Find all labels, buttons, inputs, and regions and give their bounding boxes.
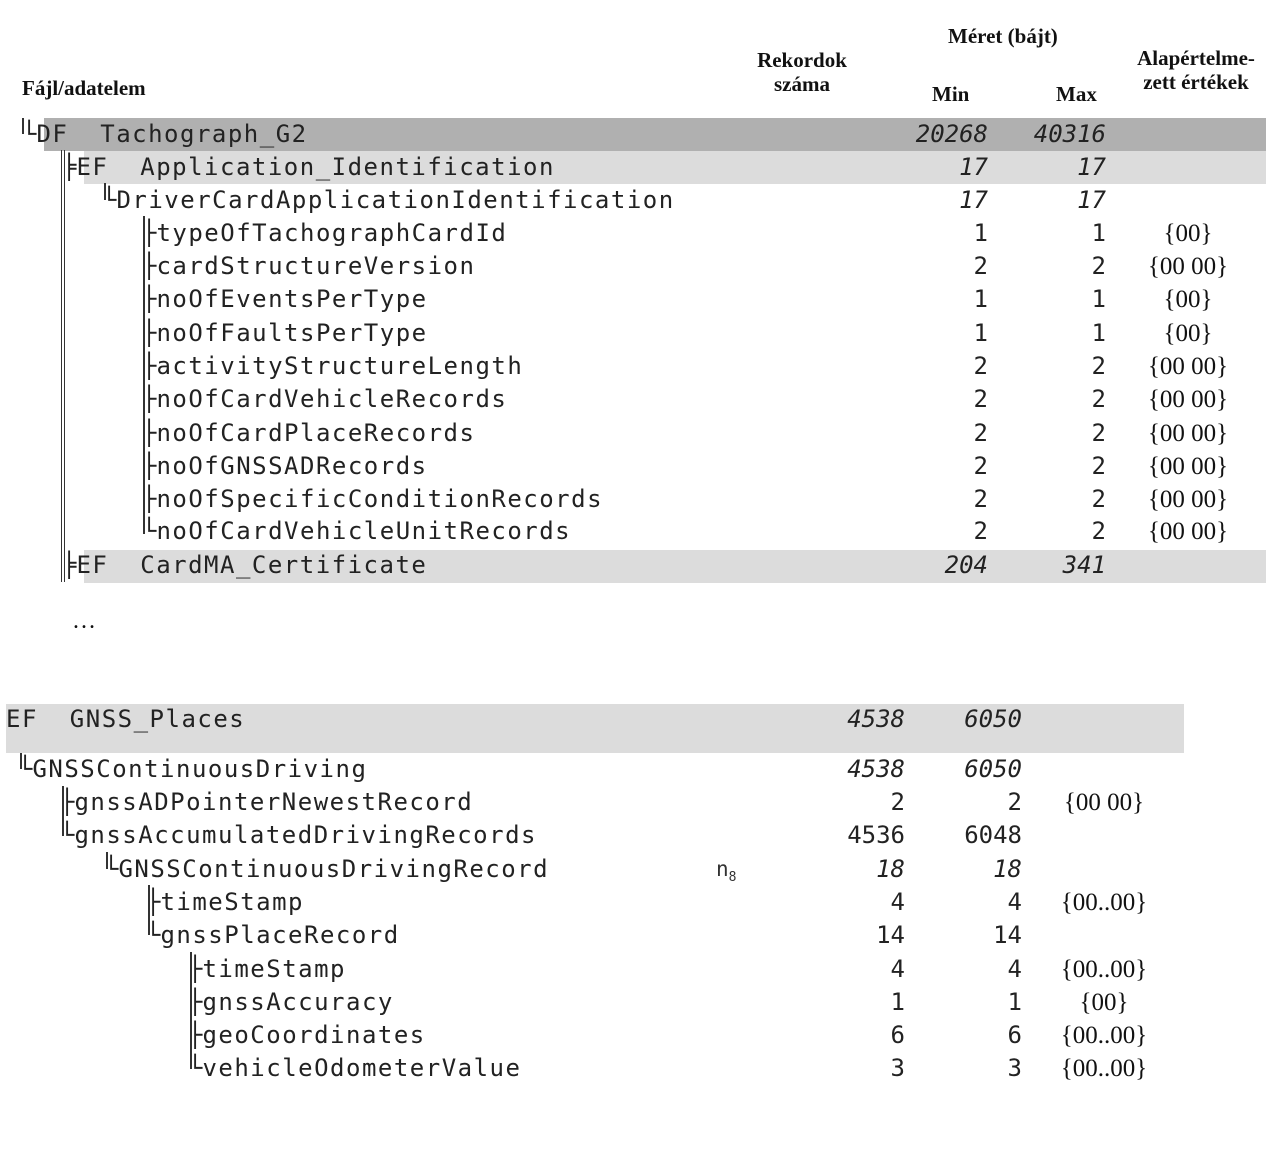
size-max: 6050 [964, 705, 1022, 733]
tree-connector: ├ [188, 955, 203, 983]
size-min: 17 [959, 153, 988, 181]
element-name-text: noOfCardVehicleUnitRecords [156, 517, 572, 545]
tree-connector: ├ [146, 888, 161, 916]
default-value: {00 00} [1147, 253, 1229, 280]
element-name [60, 786, 473, 819]
tree-connector: ├ [142, 252, 157, 280]
element-name [142, 250, 475, 283]
element-name-text: vehicleOdometerValue [202, 1054, 522, 1082]
size-min: 3 [890, 1054, 905, 1082]
element-name-text: timeStamp [160, 888, 304, 916]
table-row [0, 549, 1287, 582]
element-name-text: gnssPlaceRecord [160, 921, 400, 949]
table-row [0, 753, 1287, 786]
ellipsis: … [72, 608, 96, 634]
column-header-records [752, 48, 852, 96]
size-min: 14 [876, 921, 905, 949]
tree-connector: ╞ [62, 551, 77, 579]
column-header-min: Min [932, 82, 970, 106]
element-name-text: typeOfTachographCardId [156, 219, 508, 247]
table-row [0, 317, 1287, 350]
size-max: 40316 [1033, 120, 1106, 148]
tree-connector: └ [142, 517, 157, 545]
size-max: 2 [1007, 788, 1022, 816]
size-max: 1 [1007, 988, 1022, 1016]
tree-connector: └ [146, 921, 161, 949]
size-max: 6050 [964, 755, 1022, 783]
default-value: {00 00} [1063, 789, 1145, 816]
default-value: {00 00} [1147, 386, 1229, 413]
element-name-text: EF Application_Identification [76, 153, 555, 181]
column-header-max: Max [1056, 82, 1097, 106]
defaults-label-line2: zett értékek [1143, 70, 1249, 94]
tree-connector: ├ [142, 352, 157, 380]
size-min: 1 [973, 319, 988, 347]
size-max: 1 [1091, 219, 1106, 247]
default-value: {00 00} [1147, 353, 1229, 380]
size-max: 6 [1007, 1021, 1022, 1049]
size-min: 4 [890, 955, 905, 983]
table-row [0, 786, 1287, 819]
default-value: {00..00} [1060, 1055, 1148, 1082]
tree-connector: └ [104, 855, 119, 883]
table-row [0, 853, 1287, 886]
size-max: 1 [1091, 319, 1106, 347]
element-name-text: noOfCardVehicleRecords [156, 385, 508, 413]
tree-connector: └ [188, 1054, 203, 1082]
tree-connector: ├ [142, 419, 157, 447]
element-name-text: DriverCardApplicationIdentification [116, 186, 675, 214]
element-name [188, 1052, 521, 1085]
tree-connector: └ [18, 755, 33, 783]
default-value: {00..00} [1060, 956, 1148, 983]
size-max: 17 [1077, 153, 1106, 181]
size-min: 4 [890, 888, 905, 916]
table-row [0, 819, 1287, 852]
size-max: 2 [1091, 352, 1106, 380]
table-row [0, 184, 1287, 217]
element-name [142, 350, 523, 383]
size-min: 4538 [847, 755, 905, 783]
element-name-text: DF Tachograph_G2 [36, 120, 308, 148]
default-value: {00..00} [1060, 1022, 1148, 1049]
size-min: 6 [890, 1021, 905, 1049]
default-value: {00} [1163, 286, 1213, 313]
table-row [0, 1052, 1287, 1085]
column-header-file: Fájl/adatelem [22, 76, 146, 100]
defaults-label-line1: Alapértelme- [1137, 46, 1255, 70]
table-row [0, 417, 1287, 450]
default-value: {00 00} [1147, 420, 1229, 447]
size-min: 2 [973, 419, 988, 447]
tree-connector: ├ [142, 485, 157, 513]
element-name [188, 1019, 426, 1052]
size-min: 2 [973, 517, 988, 545]
element-name-text: gnssADPointerNewestRecord [74, 788, 474, 816]
element-name [188, 986, 394, 1019]
table-row [0, 515, 1287, 548]
size-min: 2 [973, 485, 988, 513]
element-name-text: gnssAccumulatedDrivingRecords [74, 821, 537, 849]
element-name [188, 953, 346, 986]
size-max: 3 [1007, 1054, 1022, 1082]
default-value: {00} [1163, 220, 1213, 247]
size-min: 204 [944, 551, 988, 579]
element-name-text: noOfCardPlaceRecords [156, 419, 476, 447]
size-min: 4538 [847, 705, 905, 733]
element-name [146, 919, 400, 952]
element-name [142, 450, 428, 483]
table-row [0, 118, 1287, 151]
size-min: 1 [890, 988, 905, 1016]
element-name-text: timeStamp [202, 955, 346, 983]
element-name [142, 217, 507, 250]
tree-connector: ├ [142, 452, 157, 480]
table-row [0, 151, 1287, 184]
table-row [0, 886, 1287, 919]
tree-connector: ├ [142, 219, 157, 247]
tree-connector: └ [22, 120, 37, 148]
default-value: {00} [1163, 320, 1213, 347]
element-name [18, 753, 367, 786]
size-min: 2 [973, 252, 988, 280]
size-min: 2 [973, 452, 988, 480]
tree-connector: ├ [60, 788, 75, 816]
tree-connector: ├ [142, 285, 157, 313]
size-min: 4536 [847, 821, 905, 849]
size-min: 1 [973, 219, 988, 247]
element-name [104, 853, 549, 886]
column-header-size: Méret (bájt) [948, 24, 1058, 48]
default-value: {00 00} [1147, 518, 1229, 545]
element-name-text: gnssAccuracy [202, 988, 394, 1016]
table-row [0, 483, 1287, 516]
element-name-text: EF CardMA_Certificate [76, 551, 428, 579]
size-max: 4 [1007, 888, 1022, 916]
element-name [142, 515, 571, 548]
records-label-line1: Rekordok [757, 48, 847, 72]
table-row [0, 703, 1287, 736]
table-row [0, 986, 1287, 1019]
tree-connector: └ [102, 186, 117, 214]
size-max: 2 [1091, 252, 1106, 280]
element-name-text: noOfFaultsPerType [156, 319, 428, 347]
size-max: 341 [1062, 551, 1106, 579]
element-name [6, 703, 245, 736]
table-row [0, 919, 1287, 952]
size-max: 2 [1091, 485, 1106, 513]
tree-connector: ├ [142, 319, 157, 347]
size-max: 17 [1077, 186, 1106, 214]
tree-connector: ├ [142, 385, 157, 413]
element-name-text: GNSSContinuousDriving [32, 755, 368, 783]
element-name-text: cardStructureVersion [156, 252, 476, 280]
table-row [0, 383, 1287, 416]
element-name [22, 118, 308, 151]
size-min: 17 [959, 186, 988, 214]
size-max: 6048 [964, 821, 1022, 849]
element-name-text: noOfSpecificConditionRecords [156, 485, 604, 513]
size-min: 1 [973, 285, 988, 313]
element-name [142, 417, 475, 450]
element-name [102, 184, 675, 217]
size-min: 2 [973, 352, 988, 380]
element-name [146, 886, 304, 919]
default-value: {00..00} [1060, 889, 1148, 916]
column-header-defaults [1126, 46, 1266, 94]
size-max: 4 [1007, 955, 1022, 983]
tree-connector: ├ [188, 1021, 203, 1049]
table-row [0, 1019, 1287, 1052]
tree-connector: ╞ [62, 153, 77, 181]
size-max: 2 [1091, 419, 1106, 447]
element-name-text: noOfEventsPerType [156, 285, 428, 313]
size-max: 2 [1091, 385, 1106, 413]
default-value: {00 00} [1147, 453, 1229, 480]
size-min: 2 [973, 385, 988, 413]
size-max: 14 [993, 921, 1022, 949]
table-row [0, 283, 1287, 316]
element-name [142, 483, 603, 516]
record-count: $n_8$ [716, 857, 737, 886]
tree-connector: └ [60, 821, 75, 849]
default-value: {00} [1079, 989, 1129, 1016]
table-row [0, 217, 1287, 250]
element-name-text: geoCoordinates [202, 1021, 426, 1049]
tree-connector: ├ [188, 988, 203, 1016]
element-name [142, 283, 428, 316]
default-value: {00 00} [1147, 486, 1229, 513]
element-name [142, 317, 428, 350]
element-name-text: EF GNSS_Places [6, 705, 246, 733]
table-row [0, 953, 1287, 986]
element-name-text: activityStructureLength [156, 352, 524, 380]
element-name-text: noOfGNSSADRecords [156, 452, 428, 480]
element-name [142, 383, 507, 416]
size-max: 2 [1091, 517, 1106, 545]
element-name [62, 549, 427, 582]
size-max: 18 [993, 855, 1022, 883]
size-min: 18 [876, 855, 905, 883]
table-row [0, 450, 1287, 483]
size-min: 20268 [915, 120, 988, 148]
size-min: 2 [890, 788, 905, 816]
table-row [0, 350, 1287, 383]
element-name [62, 151, 555, 184]
size-max: 1 [1091, 285, 1106, 313]
size-max: 2 [1091, 452, 1106, 480]
element-name-text: GNSSContinuousDrivingRecord [118, 855, 550, 883]
table-row [0, 250, 1287, 283]
element-name [60, 819, 537, 852]
records-label-line2: száma [774, 72, 830, 96]
